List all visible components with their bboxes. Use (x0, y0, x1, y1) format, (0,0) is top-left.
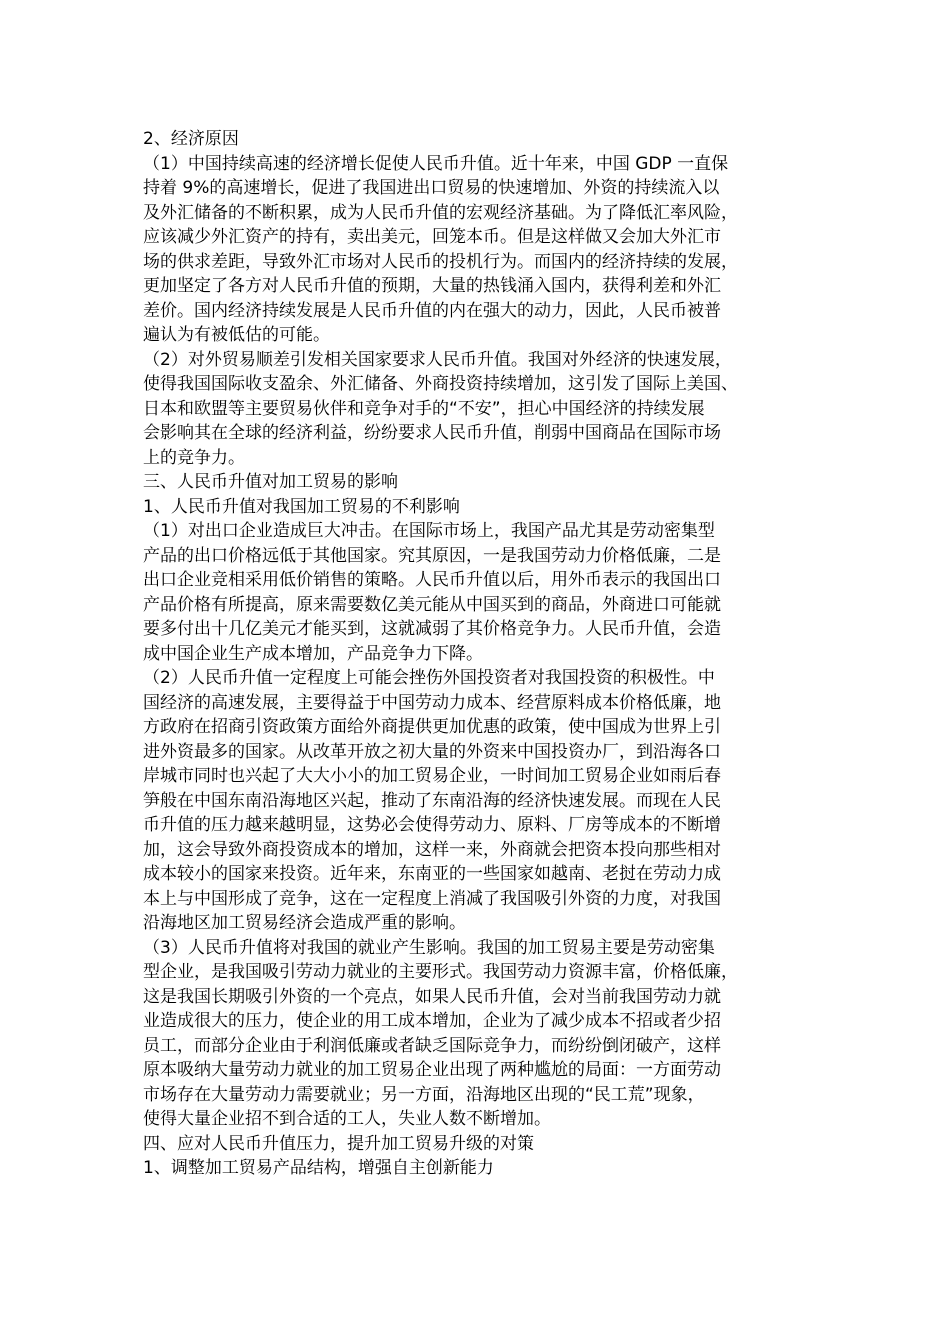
section-heading: 三、人民币升值对加工贸易的影响 (143, 472, 398, 492)
paragraph-line: 更加坚定了各方对人民币升值的预期，大量的热钱涌入国内，获得利差和外汇 (143, 276, 721, 296)
paragraph-line: 要多付出十几亿美元才能买到，这就减弱了其价格竞争力。人民币升值，会造 (143, 619, 721, 639)
paragraph-line: 出口企业竞相采用低价销售的策略。人民币升值以后，用外币表示的我国出口 (143, 570, 721, 590)
paragraph-line: 进外资最多的国家。从改革开放之初大量的外资来中国投资办厂，到沿海各口 (143, 741, 721, 762)
paragraph-line: 方政府在招商引资政策方面给外商提供更加优惠的政策，使中国成为世界上引 (143, 717, 721, 737)
paragraph-line: 上的竞争力。 (143, 447, 245, 468)
paragraph-line: 这是我国长期吸引外资的一个亮点，如果人民币升值，会对当前我国劳动力就 (143, 986, 721, 1007)
paragraph-line: 型企业，是我国吸引劳动力就业的主要形式。我国劳动力资源丰富，价格低廉， (143, 962, 738, 982)
paragraph-line: 市场存在大量劳动力需要就业；另一方面，沿海地区出现的“民工荒”现象， (143, 1084, 705, 1105)
paragraph-line: 本上与中国形成了竞争，这在一定程度上消减了我国吸引外资的力度，对我国 (143, 888, 721, 909)
paragraph-line: 遍认为有被低估的可能。 (143, 325, 330, 345)
paragraph-line: 笋般在中国东南沿海地区兴起，推动了东南沿海的经济快速发展。而现在人民 (143, 790, 721, 811)
section-heading: 2、经济原因 (143, 129, 239, 149)
paragraph-line: （2）对外贸易顺差引发相关国家要求人民币升值。我国对外经济的快速发展， (143, 349, 732, 370)
paragraph-line: 成中国企业生产成本增加，产品竞争力下降。 (143, 643, 483, 664)
paragraph-line: 产品的出口价格远低于其他国家。究其原因，一是我国劳动力价格低廉，二是 (143, 545, 721, 566)
paragraph-line: 业造成很大的压力，使企业的用工成本增加，企业为了减少成本不招或者少招 (143, 1011, 721, 1031)
paragraph-line: 使得我国国际收支盈余、外汇储备、外商投资持续增加，这引发了国际上美国、 (143, 374, 738, 394)
paragraph-line: 场的供求差距，导致外汇市场对人民币的投机行为。而国内的经济持续的发展， (143, 251, 738, 272)
paragraph-line: 沿海地区加工贸易经济会造成严重的影响。 (143, 913, 466, 933)
paragraph-line: 原本吸纳大量劳动力就业的加工贸易企业出现了两种尴尬的局面：一方面劳动 (143, 1060, 721, 1080)
paragraph-line: （1）对出口企业造成巨大冲击。在国际市场上，我国产品尤其是劳动密集型 (143, 521, 715, 541)
paragraph-line: 会影响其在全球的经济利益，纷纷要求人民币升值，削弱中国商品在国际市场 (143, 423, 721, 443)
paragraph-line: 产品价格有所提高，原来需要数亿美元能从中国买到的商品，外商进口可能就 (143, 594, 721, 615)
paragraph-line: （1）中国持续高速的经济增长促使人民币升值。近十年来，中国 GDP 一直保 (143, 153, 729, 174)
paragraph-line: 加，这会导致外商投资成本的增加，这样一来，外商就会把资本投向那些相对 (143, 839, 721, 860)
paragraph-line: （2）人民币升值一定程度上可能会挫伤外国投资者对我国投资的积极性。中 (143, 668, 715, 688)
paragraph-line: 员工，而部分企业由于利润低廉或者缺乏国际竞争力，而纷纷倒闭破产，这样 (143, 1035, 721, 1056)
paragraph-line: 日本和欧盟等主要贸易伙伴和竞争对手的“不安”，担心中国经济的持续发展 (143, 398, 705, 419)
section-heading: 四、应对人民币升值压力，提升加工贸易升级的对策 (143, 1133, 534, 1154)
subsection-heading: 1、调整加工贸易产品结构，增强自主创新能力 (143, 1158, 494, 1178)
paragraph-line: （3）人民币升值将对我国的就业产生影响。我国的加工贸易主要是劳动密集 (143, 937, 715, 958)
paragraph-line: 差价。国内经济持续发展是人民币升值的内在强大的动力，因此，人民币被普 (143, 300, 721, 321)
paragraph-line: 岸城市同时也兴起了大大小小的加工贸易企业，一时间加工贸易企业如雨后春 (143, 766, 721, 786)
paragraph-line: 使得大量企业招不到合适的工人，失业人数不断增加。 (143, 1109, 551, 1129)
paragraph-line: 币升值的压力越来越明显，这势必会使得劳动力、原料、厂房等成本的不断增 (143, 815, 721, 835)
subsection-heading: 1、人民币升值对我国加工贸易的不利影响 (143, 496, 460, 517)
paragraph-line: 及外汇储备的不断积累，成为人民币升值的宏观经济基础。为了降低汇率风险， (143, 202, 738, 223)
paragraph-line: 应该减少外汇资产的持有，卖出美元，回笼本币。但是这样做又会加大外汇市 (143, 227, 721, 247)
paragraph-line: 国经济的高速发展，主要得益于中国劳动力成本、经营原料成本价格低廉，地 (143, 692, 721, 713)
paragraph-line: 成本较小的国家来投资。近年来，东南亚的一些国家如越南、老挝在劳动力成 (143, 864, 721, 884)
document-page (143, 127, 806, 1181)
paragraph-line: 持着 9%的高速增长，促进了我国进出口贸易的快速增加、外资的持续流入以 (143, 178, 720, 198)
